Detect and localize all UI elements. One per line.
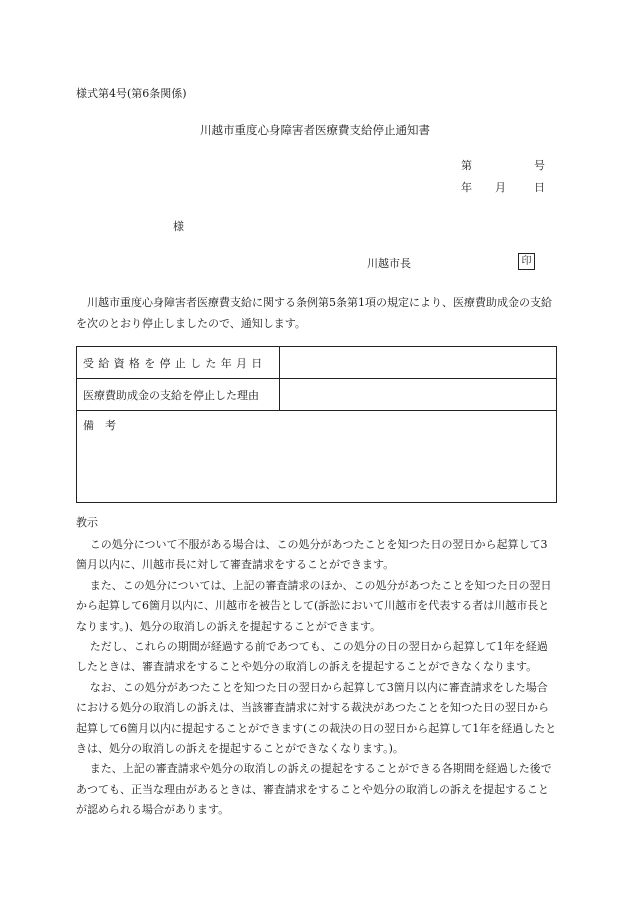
suspension-date-label: 受給資格を停止した年月日 — [77, 347, 280, 379]
date-day-label: 日 — [534, 181, 545, 194]
table-row — [77, 347, 557, 379]
body-text: 川越市重度心身障害者医療費支給に関する条例第5条第1項の規定により、医療費助成金の支給を次のとおり停止しましたので、通知します。 — [76, 296, 552, 330]
date-month-label: 月 — [495, 181, 506, 194]
info-table — [76, 346, 557, 503]
table-row — [77, 411, 557, 503]
seal-mark: 印 — [518, 253, 535, 270]
addressee-suffix: 様 — [173, 220, 184, 233]
doc-number-suffix: 号 — [534, 159, 545, 172]
notice-paragraph: また、上記の審査請求や処分の取消しの訴えの提起をすることができる各期間を経過した後であつても、正当な理由があるときは、審査請求をすることや処分の取消しの訴えを提起することが認められる場合があります。 — [76, 762, 552, 817]
notice-paragraph: この処分について不服がある場合は、この処分があつたことを知つた日の翌日から起算して3箇月以内に、川越市長に対して審査請求をすることができます。 — [76, 538, 548, 572]
notice-heading: 教示 — [76, 516, 98, 529]
suspension-reason-label: 医療費助成金の支給を停止した理由 — [77, 379, 280, 411]
document-title: 川越市重度心身障害者医療費支給停止通知書 — [200, 123, 430, 137]
notice-section — [76, 535, 558, 821]
notice-paragraph: ただし、これらの期間が経過する前であつても、この処分の日の翌日から起算して1年を経過したときは、審査請求をすることや処分の取消しの訴えを提起することができなくなります。 — [76, 640, 548, 674]
form-number: 様式第4号(第6条関係) — [76, 87, 187, 100]
suspension-date-value — [280, 347, 557, 379]
doc-number-prefix: 第 — [461, 159, 472, 172]
notice-paragraph: なお、この処分があつたことを知つた日の翌日から起算して3箇月以内に審査請求をした場合における処分の取消しの訴えは、当該審査請求に対する裁決があつたことを知つた日の翌日から起算して6箇月以内に提起することができます(この裁決の日の翌日から起算して1年を経過したときは、処分の取消しの訴えを提起することができなくなります。)。 — [76, 680, 557, 756]
notice-paragraph: また、この処分については、上記の審査請求のほか、この処分があつたことを知つた日の翌日から起算して6箇月以内に、川越市を被告として(訴訟において川越市を代表する者は川越市長となります。)、処分の取消しの訴えを提起することができます。 — [76, 578, 552, 633]
date-year-label: 年 — [461, 181, 472, 194]
suspension-reason-value — [280, 379, 557, 411]
remarks-label: 備 考 — [83, 419, 116, 432]
issuer: 川越市長 — [367, 257, 411, 270]
remarks-cell — [77, 411, 557, 503]
table-row — [77, 379, 557, 411]
